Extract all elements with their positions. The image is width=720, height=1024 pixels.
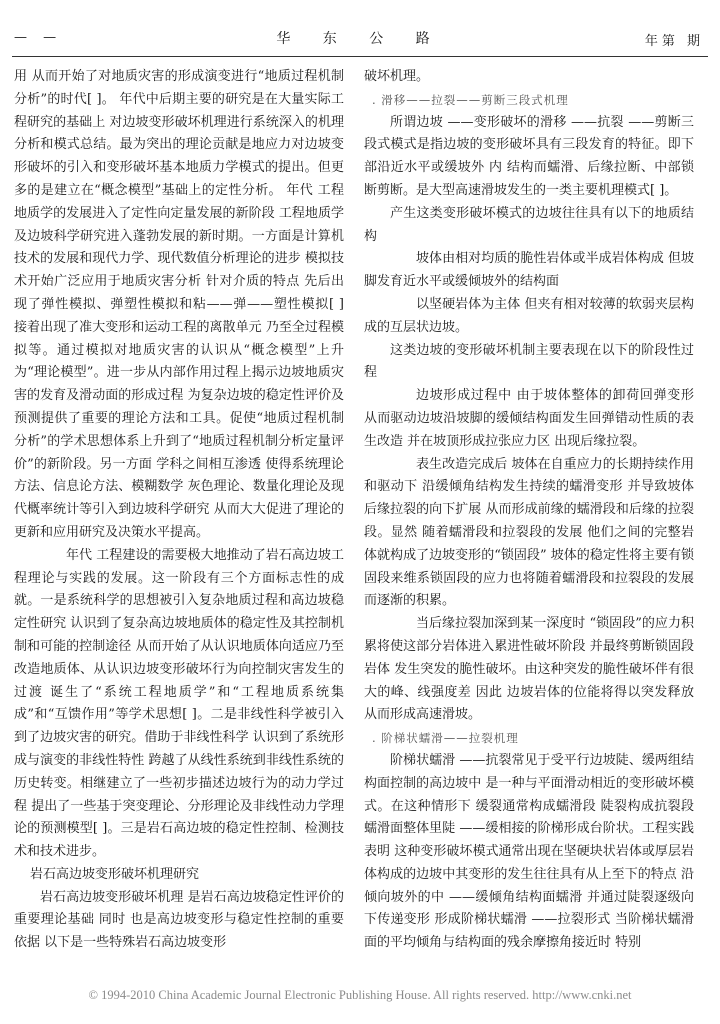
header-page-number: — — [14,30,63,45]
copyright-footer: © 1994-2010 China Academic Journal Electronic Publishing House. All rights reserved. http://www.cnki.net [88,988,632,1002]
list-item: 以坚硬岩体为主体 但夹有相对较薄的软弱夹层构成的互层状边坡。 [364,296,694,335]
paragraph: 年代 工程建设的需要极大地推动了岩石高边坡工程理论与实践的发展。这一阶段有三个方面标志性的成就。一是系统科学的思想被引入复杂地质过程和高边坡稳定性研究 认识到了复杂高边坡地质体的稳定性及其控制机制和可能的控制途径 从而开始了从认识地质体向适应乃至改造地质体、从认识边坡变形破坏行为向控制灾害发生的过渡 诞生了“系统工程地质学”和“工程地质系统集成”和“互馈作用”等学术思想[ ]。二是非线性科学被引入到了边坡灾害的研究。借助于非线性科学 认识到了系统形成与演变的非线性特性 跨越了从线性系统到非线性系统的历史转变。相继建立了一些初步描述边坡行为的动力学过程 提出了一些基于突变理论、分形理论及非线性动力学理论的预测模型[ ]。三是岩石高边坡的稳定性控制、检测技术和技术进步。 [14,547,344,860]
right-column [364,66,694,955]
subsection-heading: . 滑移——拉裂——剪断三段式机理 [372,92,569,107]
paragraph: 破坏机理。 [364,69,430,84]
paragraph: 产生这类变形破坏模式的边坡往往具有以下的地质结构 [364,205,694,244]
header-issue: 年第 期 [644,34,704,49]
list-item: 当后缘拉裂加深到某一深度时 “锁固段”的应力积累将使这部分岩体进入累进性破坏阶段 并最终剪断锁固段岩体 发生突发的脆性破坏。由这种突发的脆性破坏伴有很大的峰、线强度差 因此 边坡岩体的位能将得以突发释放 从而形成高速滑坡。 [364,616,694,723]
list-item: 坡体由相对均质的脆性岩体或半成岩体构成 但坡脚发育近水平或缓倾坡外的结构面 [364,251,694,290]
list-item: 边坡形成过程中 由于坡体整体的卸荷回弹变形 从而驱动边坡沿坡脚的缓倾结构面发生回弹错动性质的表生改造 并在坡顶形成拉张应力区 出现后缘拉裂。 [364,388,694,449]
header-journal-title: 华 东 公 路 [276,31,444,47]
page-header [12,22,708,50]
list-item: 表生改造完成后 坡体在自重应力的长期持续作用和驱动下 沿缓倾角结构发生持续的蠕滑变形 并导致坡体后缘拉裂的向下扩展 从而形成前缘的蠕滑段和后缘的拉裂段。显然 随着蠕滑段和拉裂段的发展 他们之间的完整岩体就构成了边坡变形的“锁固段” 坡体的稳定性将主要有锁固段来维系锁固段的应力也将随着蠕滑段和拉裂段的发展而逐渐的积累。 [364,456,694,609]
section-heading: 岩石高边坡变形破坏机理研究 [30,866,200,882]
paragraph: 所谓边坡 ——变形破坏的滑移 ——抗裂 ——剪断三段式模式是指边坡的变形破坏具有三段发育的特征。即下部沿近水平或缓坡外 内 结构而蠕滑、后缘拉断、中部锁断剪断。是大型高速滑坡发生的一类主要机理模式[ ]。 [364,114,694,198]
paragraph: 岩石高边坡变形破坏机理 是岩石高边坡稳定性评价的重要理论基础 同时 也是高边坡变形与稳定性控制的重要依据 以下是一些特殊岩石高边坡变形 [14,889,344,951]
paragraph: 这类边坡的变形破坏机制主要表现在以下的阶段性过程 [364,342,694,381]
header-divider [12,56,708,57]
left-column [14,66,344,955]
paragraph: 用 从而开始了对地质灾害的形成演变进行“地质过程机制分析”的时代[ ]。 年代中后期主要的研究是在大量实际工程研究的基础上 对边坡变形破坏机理进行系统深入的机理分析和模式总结。最为突出的理论贡献是地应力对边坡变形破坏的引入和变形破坏基本地质力学模式的提出。但更多的是建立在“概念模型”基础上的定性分析。 年代 工程地质学的发展进入了定性向定量发展的新阶段 工程地质学及边坡科学研究进入蓬勃发展的新时期。一方面是计算机技术的发展和现代力学、现代数值分析理论的进步 模拟技术开始广泛应用于地质灾害分析 针对介质的特点 先后出现了弹性模拟、弹塑性模拟和粘——弹——塑性模拟[ ] 接着出现了准大变形和运动工程的离散单元 乃至全过程模拟等。通过模拟对地质灾害的认识从“概念模型”上升为“理论模型”。进一步从内部作用过程上揭示边坡地质灾害的发育及滑动面的形成过程 为复杂边坡的稳定性评价及预测提供了重要的理论方法和工具。促使“地质过程机制分析”的学术思想体系上升到了“地质过程机制分析定量评价”的新阶段。另一方面 学科之间相互渗透 使得系统理论方法、信息论方法、模糊数学 灰色理论、数量化理论及现代概率统计等引入到边坡科学研究 从而大大促进了理论的更新和应用研究及决策水平提高。 [14,69,344,540]
subsection-heading: . 阶梯状蠕滑——拉裂机理 [372,731,519,746]
paragraph: 阶梯状蠕滑 ——抗裂常见于受平行边坡陡、缓两组结构面控制的高边坡中 是一种与平面滑动相近的变形破坏模式。在这种情形下 缓裂通常构成蠕滑段 陡裂构成抗裂段 蠕滑面整体里陡 ——缓相接的阶梯形成台阶状。工程实践表明 这种变形破坏模式通常出现在坚硬块状岩体或厚层岩体构成的边坡中其变形的发生往往具有从上至下的特点 沿倾向坡外的中 ——缓倾角结构面蠕滑 并通过陡裂逐级向下传递变形 形成阶梯状蠕滑 ——拉裂形式 当阶梯状蠕滑面的平均倾角与结构面的残余摩擦角接近时 特别 [364,752,694,951]
